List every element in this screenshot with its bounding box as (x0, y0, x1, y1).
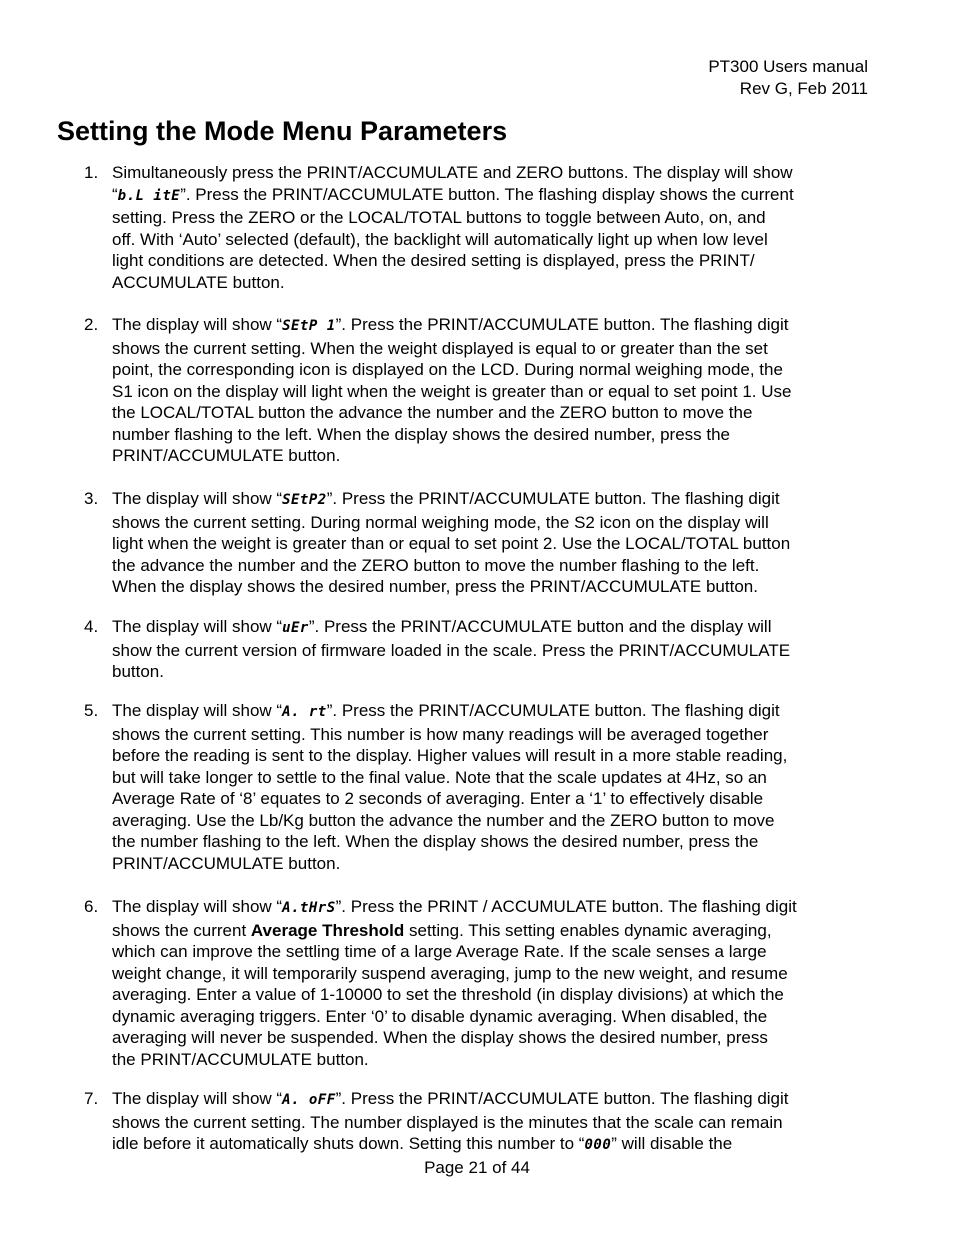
list-item-number: 1. (84, 163, 99, 182)
text-segment: ”. Press the PRINT/ACCUMULATE button and the display will (308, 617, 772, 636)
text-line (112, 488, 882, 512)
text-segment: ACCUMULATE button. (112, 272, 285, 292)
text-segment: show the current version of firmware loaded in the scale. Press the PRINT/ACCUMULATE (112, 640, 791, 660)
text-line (112, 941, 882, 963)
text-line (112, 272, 882, 294)
text-segment: before the reading is sent to the display. Higher values will result in a more stable reading, (112, 746, 788, 765)
text-segment: light when the weight is greater than or equal to set point 2. Use the LOCAL/TOTAL button (112, 534, 791, 553)
text-segment: The display will show “ (112, 617, 283, 636)
text-line (112, 661, 882, 683)
text-segment: the advance the number and the ZERO button to move the number flashing to the left. (112, 555, 760, 575)
text-segment: averaging will never be suspended. When the display shows the desired number, press (112, 1028, 768, 1047)
text-line (112, 250, 882, 272)
text-line (112, 424, 882, 446)
lcd-display-code: uEr (282, 620, 309, 636)
text-segment: shows the current setting. The number displayed is the minutes that the scale can remain (112, 1112, 783, 1132)
text-line (112, 853, 882, 875)
text-segment: averaging. Enter a value of 1-10000 to set the threshold (in display divisions) at which the (112, 985, 784, 1004)
list-item-number: 7. (84, 1089, 99, 1108)
bold-term: Average Threshold (250, 920, 405, 940)
text-segment: PRINT/ACCUMULATE button. (112, 853, 341, 873)
list-item-text (112, 1088, 882, 1157)
text-segment: but will take longer to settle to the final value. Note that the scale updates at 4Hz, so an (112, 767, 767, 787)
lcd-display-code: SEtP 1 (282, 318, 336, 334)
text-line (112, 512, 882, 534)
text-line (112, 896, 882, 920)
text-segment: ”. Press the PRINT/ACCUMULATE button. The flashing display shows the current (180, 184, 794, 204)
list-item-text (112, 700, 882, 874)
page-title: Setting the Mode Menu Parameters (57, 116, 508, 146)
list-item-number: 6. (84, 897, 99, 916)
list-item-text (112, 488, 882, 598)
text-line (112, 920, 882, 942)
list-item-number: 4. (84, 617, 99, 636)
text-line (112, 1049, 882, 1071)
text-line (112, 576, 882, 598)
text-line (112, 533, 882, 555)
text-line (112, 162, 882, 184)
lcd-display-code: A.tHrS (282, 900, 336, 916)
text-segment: the LOCAL/TOTAL button the advance the number and the ZERO button to move the (112, 403, 753, 422)
text-line (112, 640, 882, 662)
text-segment: PRINT/ACCUMULATE button. (112, 446, 341, 465)
text-line (112, 831, 882, 853)
text-segment: ” will disable the (611, 1134, 733, 1153)
text-line (112, 184, 882, 208)
text-line (112, 1006, 882, 1028)
text-line (112, 810, 882, 832)
lcd-display-code: A. oFF (282, 1092, 336, 1108)
text-segment: shows the current (112, 920, 251, 940)
text-segment: the PRINT/ACCUMULATE button. (112, 1049, 369, 1069)
text-segment: ”. Press the PRINT/ACCUMULATE button. The flashing digit (335, 1089, 789, 1108)
text-segment: dynamic averaging triggers. Enter ‘0’ to disable dynamic averaging. When disabled, the (112, 1006, 768, 1026)
text-segment: The display will show “ (112, 315, 283, 334)
text-segment: Simultaneously press the PRINT/ACCUMULATE and ZERO buttons. The display will show (112, 163, 793, 182)
text-line (112, 445, 882, 467)
text-line (112, 1088, 882, 1112)
text-segment: ”. Press the PRINT / ACCUMULATE button. The flashing digit (335, 897, 797, 916)
lcd-display-code: 000 (584, 1137, 612, 1153)
text-segment: ”. Press the PRINT/ACCUMULATE button. The flashing digit (326, 489, 780, 508)
text-segment: number flashing to the left. When the display shows the desired number, press the (112, 424, 731, 444)
page-header (708, 56, 868, 100)
text-segment: shows the current setting. This number is how many readings will be averaged together (112, 724, 769, 744)
text-line (112, 402, 882, 424)
text-segment: off. With ‘Auto’ selected (default), the backlight will automatically light up when low level (112, 229, 768, 249)
text-segment: setting. This setting enables dynamic averaging, (404, 920, 772, 940)
text-segment: weight change, it will temporarily suspend averaging, jump to the new weight, and resume (112, 963, 788, 983)
text-line (112, 229, 882, 251)
text-line (112, 788, 882, 810)
text-line (112, 984, 882, 1006)
text-line (112, 381, 882, 403)
text-segment: S1 icon on the display will light when the weight is greater than or equal to set point 1. Use (112, 381, 792, 401)
text-line (112, 1112, 882, 1134)
text-line (112, 1027, 882, 1049)
text-line (112, 1133, 882, 1157)
text-segment: idle before it automatically shuts down. Setting this number to “ (112, 1134, 585, 1153)
header-manual-name: PT300 Users manual (708, 57, 868, 76)
list-item-text (112, 314, 882, 467)
list-item-text (112, 616, 882, 683)
text-segment: The display will show “ (112, 897, 283, 916)
list-item-text (112, 162, 882, 293)
text-segment: “ (112, 184, 118, 204)
lcd-display-code: b.L itE (117, 187, 181, 204)
text-segment: light conditions are detected. When the desired setting is displayed, press the PRINT/ (112, 251, 755, 270)
text-segment: the number flashing to the left. When the display shows the desired number, press the (112, 832, 759, 851)
text-line (112, 359, 882, 381)
text-line (112, 700, 882, 724)
text-segment: setting. Press the ZERO or the LOCAL/TOTAL buttons to toggle between Auto, on, and (112, 208, 766, 227)
list-item-number: 5. (84, 701, 99, 720)
text-segment: averaging. Use the Lb/Kg button the advance the number and the ZERO button to move (112, 810, 775, 830)
text-line (112, 314, 882, 338)
text-segment: button. (112, 662, 164, 681)
text-segment: shows the current setting. When the weight displayed is equal to or greater than the set (112, 338, 768, 358)
lcd-display-code: A. rt (282, 704, 327, 720)
text-segment: ”. Press the PRINT/ACCUMULATE button. The flashing digit (326, 701, 780, 720)
page-number: Page 21 of 44 (424, 1158, 530, 1177)
list-item-text (112, 896, 882, 1070)
text-segment: point, the corresponding icon is displayed on the LCD. During normal weighing mode, the (112, 360, 783, 379)
text-line (112, 555, 882, 577)
text-segment: When the display shows the desired number, press the PRINT/ACCUMULATE button. (112, 577, 758, 596)
text-segment: Average Rate of ‘8’ equates to 2 seconds of averaging. Enter a ‘1’ to effectively disable (112, 789, 764, 808)
text-line (112, 616, 882, 640)
text-segment: ”. Press the PRINT/ACCUMULATE button. The flashing digit (335, 315, 789, 334)
list-item-number: 3. (84, 489, 99, 508)
text-segment: shows the current setting. During normal weighing mode, the S2 icon on the display will (112, 512, 769, 532)
text-line (112, 767, 882, 789)
text-line (112, 724, 882, 746)
text-line (112, 207, 882, 229)
text-segment: The display will show “ (112, 489, 283, 508)
text-segment: The display will show “ (112, 701, 283, 720)
text-segment: The display will show “ (112, 1089, 283, 1108)
lcd-display-code: SEtP2 (282, 492, 327, 508)
text-line (112, 338, 882, 360)
text-line (112, 963, 882, 985)
header-revision: Rev G, Feb 2011 (739, 79, 868, 98)
text-line (112, 745, 882, 767)
text-segment: which can improve the settling time of a large Average Rate. If the scale senses a large (112, 942, 767, 961)
list-item-number: 2. (84, 315, 99, 334)
